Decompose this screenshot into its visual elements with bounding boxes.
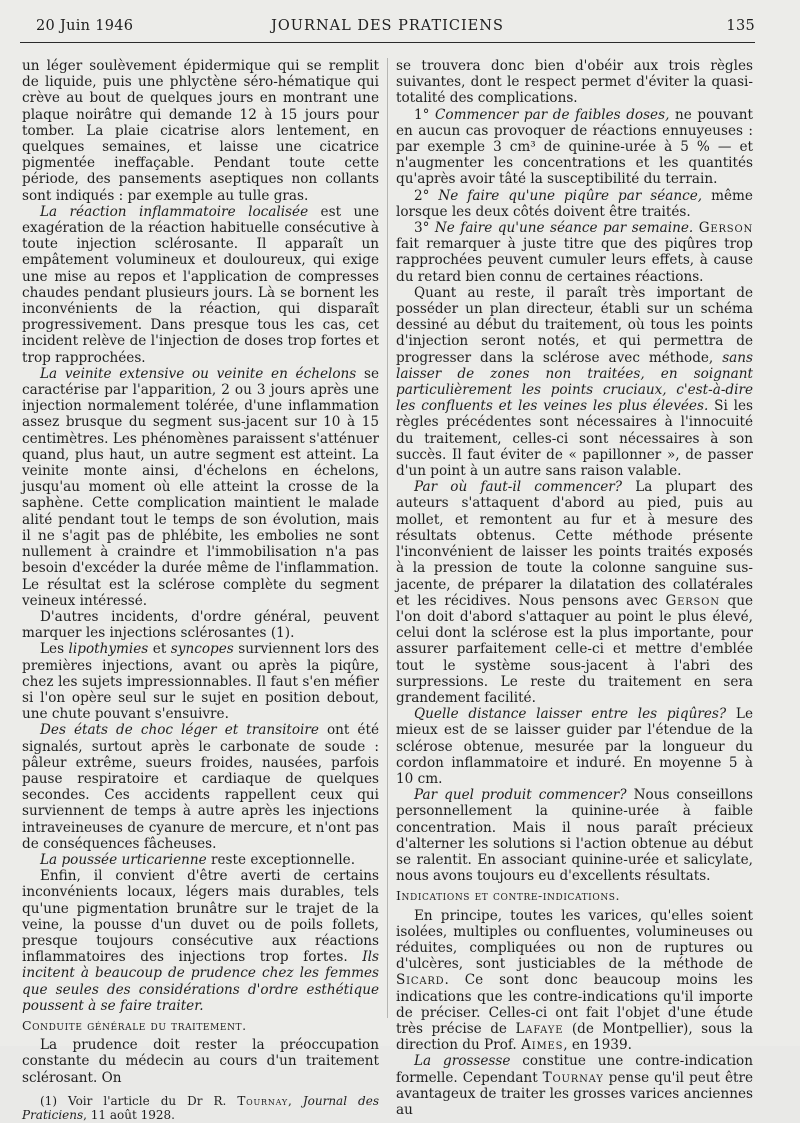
paragraph: D'autres incidents, d'ordre général, peuvent marquer les injections sclérosantes (1). — [22, 608, 379, 642]
paragraph: Enfin, il convient d'être averti de certains inconvénients locaux, légers mais durables, tels qu'une pigmentation brunâtre sur le trajet de la veine, la pousse d'un duvet ou de poils follets, presque toujours consécutive aux réactions inflammatoires des injections trop fortes. Ils incitent à beaucoup de prudence chez les femmes que seules des considérations d'ordre esthétique poussent à se faire traiter. — [22, 868, 379, 1014]
paragraph: Les lipothymies et syncopes surviennent lors des premières injections, avant ou après la piqûre, chez les sujets impressionnables. Il faut s'en méfier si l'on opère seul sur le sujet en position debout, une chute pouvant s'ensuivre. — [22, 641, 380, 723]
column-divider — [387, 58, 388, 1018]
left-column — [22, 58, 379, 1123]
page-header — [20, 14, 755, 38]
footnote: (1) Voir l'article du Dr R. Tournay, Journal des Praticiens, 11 août 1928. — [22, 1093, 379, 1123]
paragraph: Quelle distance laisser entre les piqûres? Le mieux est de se laisser guider par l'étendue de la sclérose obtenue, mesurée par la longueur du cordon inflammatoire et induré. En moyenne 5 à 10 cm. — [396, 706, 753, 787]
paragraph: Par quel produit commencer? Nous conseillons personnellement la quinine-urée à faible concentration. Mais il nous paraît précieux d'alterner les solutions si l'action obtenue au début se ralentit. En associant quinine-urée et salicylate, nous avons toujours eu d'excellents résultats. — [396, 787, 753, 885]
rule-item: 2° Ne faire qu'une piqûre par séance, même lorsque les deux côtés doivent être traités. — [396, 187, 753, 220]
paragraph: La réaction inflammatoire localisée est une exagération de la réaction habituelle consécutive à toute injection sclérosante. Il apparaît un empâtement volumineux et douloureux, qui exige une mise au repos et l'application de compresses chaudes pendant plusieurs jours. Là se bornent les inconvénients de la réaction, qui disparaît progressivement. Dans presque tous les cas, cet incident relève de l'injection de doses trop fortes et trop rapprochées. — [22, 203, 380, 366]
paragraph: La veinite extensive ou veinite en échelons se caractérise par l'apparition, 2 ou 3 jours après une injection normalement tolérée, d'une inflammation assez brusque du segment sus-jacent sur 10 à 15 centimètres. Les phénomènes paraissent s'atténuer quand, plus haut, un autre segment est atteint. La veinite monte ainsi, d'échelons en échelons, jusqu'au moment où elle atteint la crosse de la saphène. Cette complication maintient le malade alité pendant tout le temps de son évolution, mais il ne s'agit pas de phlébite, les embolies ne sont nullement à craindre et l'immobilisation n'a pas besoin d'excéder la durée même de l'inflammation. Le résultat est la sclérose complète du segment veineux intéressé. — [22, 365, 380, 609]
paragraph: Par où faut-il commencer? La plupart des auteurs s'attaquent d'abord au pied, puis au mollet, et remontent au fur et à mesure des résultats obtenus. Cette méthode présente l'inconvénient de laisser les points traités exposés à la pression de toute la colonne sanguine sus-jacente, de préparer la dilatation des collatérales et les récidives. Nous pensons avec Gerson que l'on doit d'abord s'attaquer au point le plus élevé, celui dont la sclérose est la plus importante, pour assurer parfaitement celle-ci et mettre d'emblée tout le système sous-jacent à l'abri des surpressions. Le reste du traitement en sera grandement facilité. — [396, 479, 753, 706]
paragraph: Des états de choc léger et transitoire ont été signalés, surtout après le carbonate de soude : pâleur extrême, sueurs froides, nausées, parfois pause respiratoire et cardiaque de quelques secondes. Ces accidents rappellent ceux qui surviennent de temps à autre après les injections intraveineuses de cyanure de mercure, et n'ont pas de conséquences fâcheuses. — [22, 722, 379, 852]
paragraph: En principe, toutes les varices, qu'elles soient isolées, multiples ou confluentes, volumineuses ou réduites, compliquées ou non de ruptures ou d'ulcères, sont justiciables de la méthode de Sicard. Ce sont donc beaucoup moins les indications que les contre-indications qu'il importe de préciser. Celles-ci ont fait l'objet d'une étude très précise de Lafaye (de Montpellier), sous la direction du Prof. Aimes, en 1939. — [396, 907, 753, 1054]
rule-item: 1° Commencer par de faibles doses, ne pouvant en aucun cas provoquer de réactions ennuyeuses : par exemple 3 cm³ de quinine-urée à 5 % — et n'augmenter les concentrations et les quantités qu'après avoir tâté la susceptibilité du terrain. — [396, 106, 753, 188]
header-rule — [20, 42, 755, 43]
paragraph: La prudence doit rester la préoccupation constante du médecin au cours d'un traitement sclérosant. On — [22, 1037, 379, 1086]
right-column — [396, 58, 753, 1118]
paragraph: La poussée urticarienne reste exceptionnelle. — [40, 851, 356, 868]
header-page-number: 135 — [726, 18, 755, 34]
section-heading: Conduite générale du traitement. — [22, 1017, 247, 1033]
paragraph: se trouvera donc bien d'obéir aux trois règles suivantes, dont le respect permet d'éviter la quasi-totalité des complications. — [396, 58, 753, 107]
header-journal-title: JOURNAL DES PRATICIENS — [271, 18, 504, 34]
section-heading: Indications et contre-indications. — [396, 888, 621, 904]
paragraph: un léger soulèvement épidermique qui se remplit de liquide, puis une phlyctène séro-hématique qui crève au bout de quelques jours en montrant une plaque noirâtre qui demande 12 à 15 jours pour tomber. La plaie cicatrise alors lentement, en quelques semaines, et laisse une cicatrice pigmentée ineffaçable. Pendant toute cette période, des pansements aseptiques non collants sont indiqués : par exemple au tulle gras. — [22, 58, 379, 204]
paragraph: Quant au reste, il paraît très important de posséder un plan directeur, établi sur un schéma dessiné au début du traitement, où tous les points d'injection seront notés, et qui permettra de progresser dans la sclérose avec méthode, sans laisser de zones non traitées, en soignant particulièrement les points cruciaux, c'est-à-dire les confluents et les veines les plus élevées. Si les règles précédentes sont nécessaires à l'innocuité du traitement, celles-ci sont nécessaires à son succès. Il faut éviter de « papillonner », de passer d'un point à un autre sans raison valable. — [396, 284, 754, 480]
rule-item: 3° Ne faire qu'une séance par semaine. Gerson fait remarquer à juste titre que des piqûres trop rapprochées peuvent cumuler leurs effets, à cause du retard bien connu de certaines réactions. — [396, 220, 753, 285]
paragraph: La grossesse constitue une contre-indication formelle. Cependant Tournay pense qu'il peut être avantageux de traiter les grosses varices anciennes au — [396, 1053, 754, 1118]
header-date: 20 Juin 1946 — [36, 18, 134, 34]
